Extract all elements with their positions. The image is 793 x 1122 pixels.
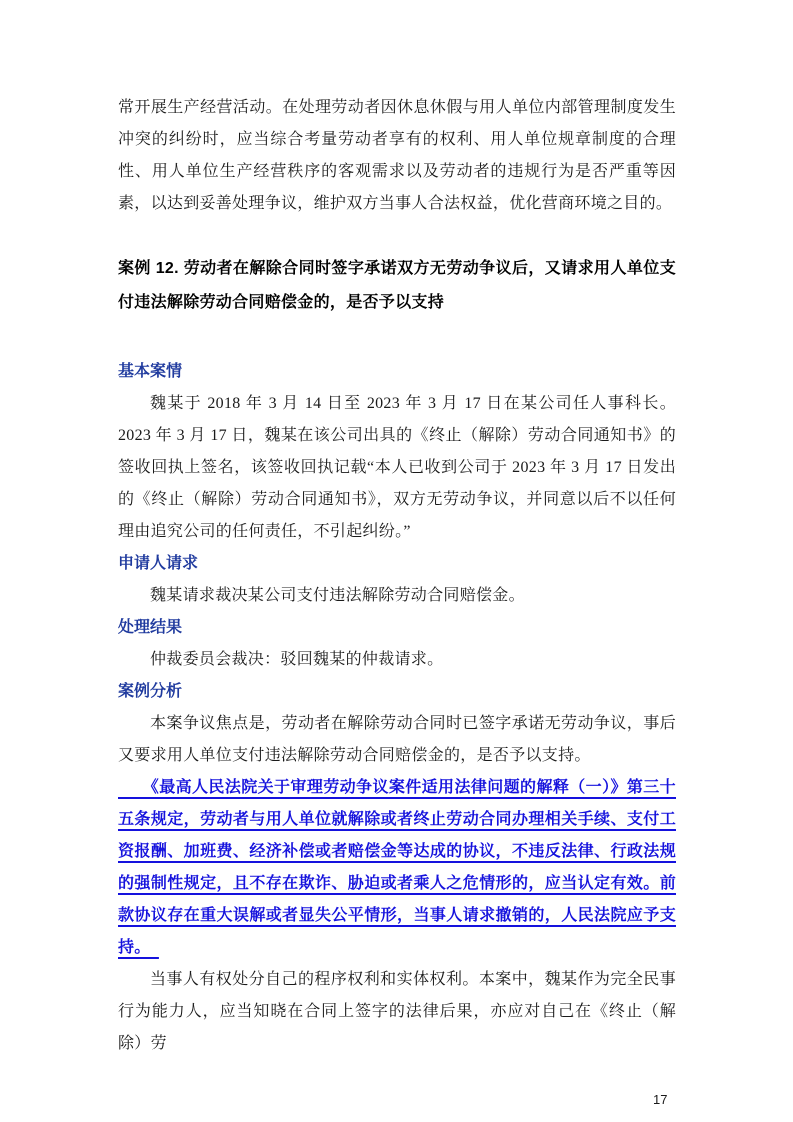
section-heading-analysis: 案例分析 <box>118 683 183 700</box>
document-content <box>118 92 676 1060</box>
section-heading-basic-facts: 基本案情 <box>118 363 183 380</box>
result-paragraph: 仲裁委员会裁决：驳回魏某的仲裁请求。 <box>150 651 444 668</box>
analysis-issue-paragraph: 本案争议焦点是，劳动者在解除劳动合同时已签字承诺无劳动争议，事后又要求用人单位支付违法解除劳动合同赔偿金的，是否予以支持。 <box>118 715 676 764</box>
legal-citation-emphasis: 《最高人民法院关于审理劳动争议案件适用法律问题的解释（一）》第三十五条规定，劳动者与用人单位就解除或者终止劳动合同办理相关手续、支付工资报酬、加班费、经济补偿或者赔偿金等达成的协议，不违反法律、行政法规的强制性规定，且不存在欺诈、胁迫或者乘人之危情形的，应当认定有效。前款协议存在重大误解或者显失公平情形，当事人请求撤销的，人民法院应予支持。 <box>118 779 676 956</box>
continuation-paragraph: 常开展生产经营活动。在处理劳动者因休息休假与用人单位内部管理制度发生冲突的纠纷时，应当综合考量劳动者享有的权利、用人单位规章制度的合理性、用人单位生产经营秩序的客观需求以及劳动者的违规行为是否严重等因素，以达到妥善处理争议，维护双方当事人合法权益，优化营商环境之目的。 <box>118 99 676 212</box>
case-title: 案例 12. 劳动者在解除合同时签字承诺双方无劳动争议后，又请求用人单位支付违法解除劳动合同赔偿金的，是否予以支持 <box>118 260 676 311</box>
basic-facts-paragraph: 魏某于 2018 年 3 月 14 日至 2023 年 3 月 17 日在某公司任人事科长。2023 年 3 月 17 日，魏某在该公司出具的《终止（解除）劳动合同通知书》的签收回执上签名，该签收回执记载“本人已收到公司于 2023 年 3 月 17 日发出的《终止（解除）劳动合同通知书》，双方无劳动争议，并同意以后不以任何理由追究公司的任何责任，不引起纠纷。” <box>118 395 676 540</box>
analysis-conclusion-paragraph: 当事人有权处分自己的程序权利和实体权利。本案中，魏某作为完全民事行为能力人，应当知晓在合同上签字的法律后果，亦应对自己在《终止（解除）劳 <box>118 971 676 1052</box>
section-heading-result: 处理结果 <box>118 619 183 636</box>
page-number: 17 <box>653 1092 668 1107</box>
section-heading-claimant-request: 申请人请求 <box>118 555 199 572</box>
claimant-request-paragraph: 魏某请求裁决某公司支付违法解除劳动合同赔偿金。 <box>150 587 525 604</box>
